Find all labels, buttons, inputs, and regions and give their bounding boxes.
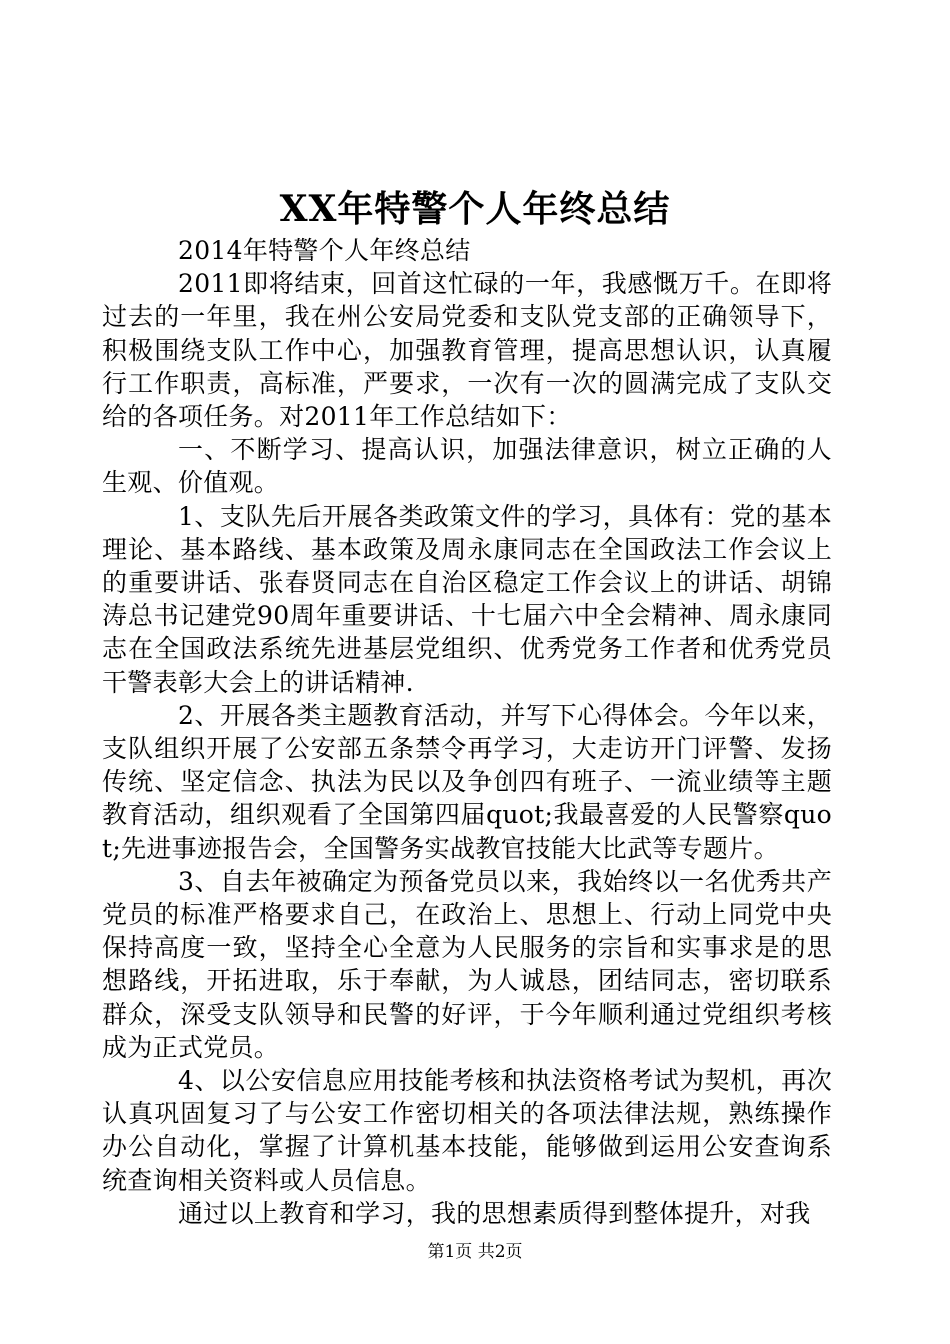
paragraph-item-4: 4、以公安信息应用技能考核和执法资格考试为契机，再次认真巩固复习了与公安工作密切相关的各项法律法规，熟练操作办公自动化，掌握了计算机基本技能，能够做到运用公安查询系统查询相关资料或人员信息。: [102, 1066, 832, 1195]
paragraph-intro: 2011即将结束，回首这忙碌的一年，我感慨万千。在即将过去的一年里，我在州公安局党委和支队党支部的正确领导下，积极围绕支队工作中心，加强教育管理，提高思想认识，认真履行工作职责，高标准，严要求，一次有一次的圆满完成了支队交给的各项任务。对2011年工作总结如下：: [102, 269, 832, 432]
document-body: [102, 234, 832, 1230]
document-title: XX年特警个人年终总结: [279, 188, 671, 230]
paragraph-item-1: 1、支队先后开展各类政策文件的学习，具体有：党的基本理论、基本路线、基本政策及周永康同志在全国政法工作会议上的重要讲话、张春贤同志在自治区稳定工作会议上的讲话、胡锦涛总书记建党90周年重要讲话、十七届六中全会精神、周永康同志在全国政法系统先进基层党组织、优秀党务工作者和优秀党员干警表彰大会上的讲话精神.: [102, 501, 832, 697]
section-heading-1: 一、不断学习、提高认识，加强法律意识，树立正确的人生观、价值观。: [102, 435, 832, 498]
page-number-footer: 第1页 共2页: [427, 1242, 523, 1262]
paragraph-item-3: 3、自去年被确定为预备党员以来，我始终以一名优秀共产党员的标准严格要求自己，在政治上、思想上、行动上同党中央保持高度一致，坚持全心全意为人民服务的宗旨和实事求是的思想路线，开拓进取，乐于奉献，为人诚恳，团结同志，密切联系群众，深受支队领导和民警的好评，于今年顺利通过党组织考核成为正式党员。: [102, 866, 832, 1062]
paragraph-conclusion: 通过以上教育和学习，我的思想素质得到整体提升，对我: [178, 1198, 811, 1228]
paragraph-item-2: 2、开展各类主题教育活动，并写下心得体会。今年以来，支队组织开展了公安部五条禁令再学习，大走访开门评警、发扬传统、坚定信念、执法为民以及争创四有班子、一流业绩等主题教育活动，组织观看了全国第四届quot;我最喜爱的人民警察quot;先进事迹报告会，全国警务实战教官技能大比武等专题片。: [102, 700, 832, 863]
paragraph-subtitle: 2014年特警个人年终总结: [178, 236, 471, 265]
